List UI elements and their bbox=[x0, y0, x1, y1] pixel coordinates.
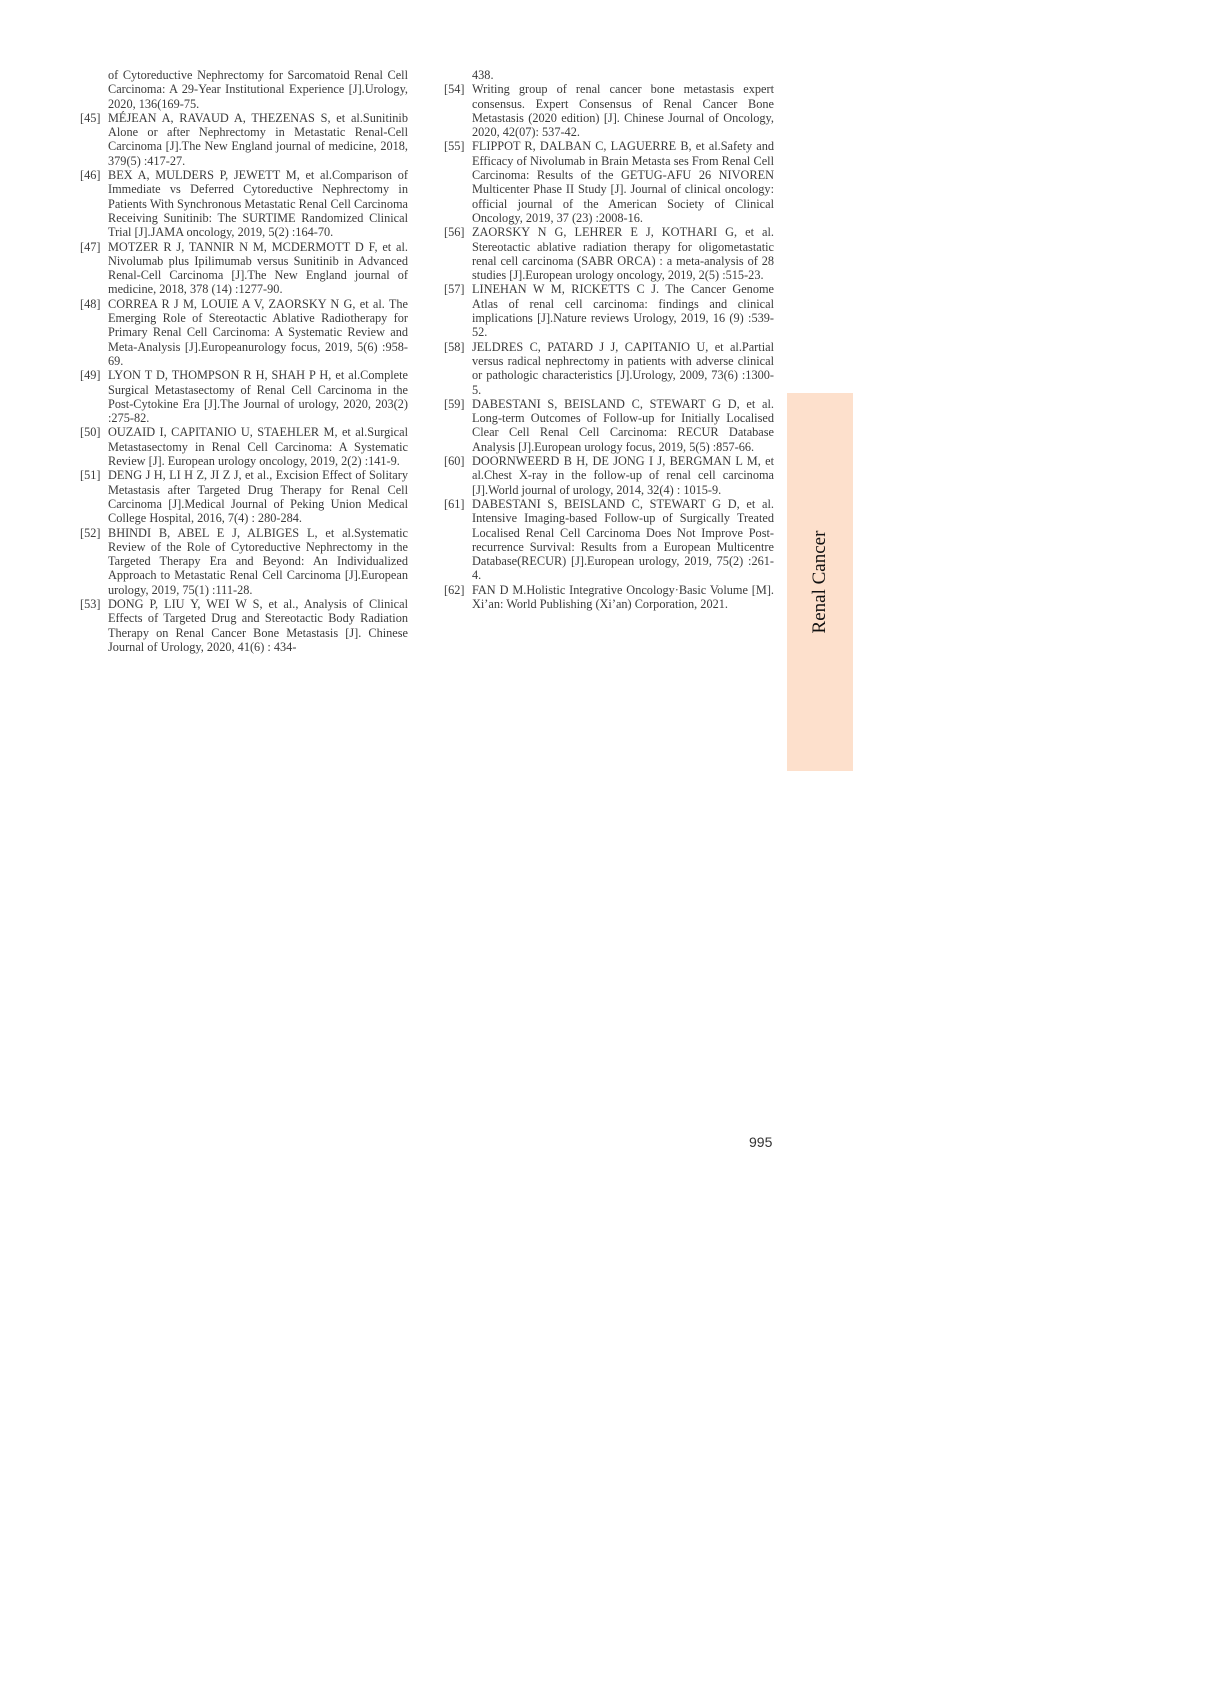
reference-entry-55 bbox=[444, 139, 774, 225]
reference-text: Writing group of renal cancer bone metastasis expert consensus. Expert Consensus of Renal Cancer Bone Metastasis (2020 edition) [J]. Chinese Journal of Oncology, 2020, 42(07): 537-42. bbox=[472, 82, 774, 140]
reference-number: [51] bbox=[80, 468, 101, 483]
reference-entry-46 bbox=[80, 168, 408, 239]
reference-number: [55] bbox=[444, 139, 465, 154]
reference-text: CORREA R J M, LOUIE A V, ZAORSKY N G, et al. The Emerging Role of Stereotactic Ablative Radiotherapy for Primary Renal Cell Carcinoma: A Systematic Review and Meta-Analysis [J].Europeanurology focus, 2019, 5(6) :958-69. bbox=[108, 296, 408, 368]
reference-text: JELDRES C, PATARD J J, CAPITANIO U, et al.Partial versus radical nephrectomy in patients with adverse clinical or pathologic characteristics [J].Urology, 2009, 73(6) :1300-5. bbox=[472, 339, 774, 397]
right-reference-column bbox=[444, 68, 774, 611]
reference-text: BHINDI B, ABEL E J, ALBIGES L, et al.Systematic Review of the Role of Cytoreductive Nephrectomy in the Targeted Therapy Era and Beyond: An Individualized Approach to Metastatic Renal Cell Carcinoma [J].European urology, 2019, 75(1) :111-28. bbox=[108, 525, 408, 597]
reference-entry-continued bbox=[80, 68, 408, 111]
reference-text: FAN D M.Holistic Integrative Oncology·Basic Volume [M]. Xi’an: World Publishing (Xi’an) Corporation, 2021. bbox=[472, 582, 774, 611]
reference-entry-62 bbox=[444, 583, 774, 612]
reference-text: DONG P, LIU Y, WEI W S, et al., Analysis of Clinical Effects of Targeted Drug and Stereotactic Body Radiation Therapy on Renal Cancer Bone Metastasis [J]. Chinese Journal of Urology, 2020, 41(6) : 434- bbox=[108, 596, 408, 654]
reference-entry-54 bbox=[444, 82, 774, 139]
reference-text: DOORNWEERD B H, DE JONG I J, BERGMAN L M, et al.Chest X-ray in the follow-up of renal cell carcinoma [J].World journal of urology, 2014, 32(4) : 1015-9. bbox=[472, 454, 774, 497]
reference-entry-48 bbox=[80, 297, 408, 368]
reference-text: LINEHAN W M, RICKETTS C J. The Cancer Genome Atlas of renal cell carcinoma: findings and clinical implications [J].Nature reviews Urology, 2019, 16 (9) :539-52. bbox=[472, 282, 774, 340]
reference-text: DABESTANI S, BEISLAND C, STEWART G D, et al. Long-term Outcomes of Follow-up for Initially Localised Clear Cell Renal Cell Carcinoma: RECUR Database Analysis [J].European urology focus, 2019, 5(5) :857-66. bbox=[472, 396, 774, 454]
reference-entry-58 bbox=[444, 340, 774, 397]
reference-text: FLIPPOT R, DALBAN C, LAGUERRE B, et al.Safety and Efficacy of Nivolumab in Brain Metasta ses From Renal Cell Carcinoma: Results of the GETUG-AFU 26 NIVOREN Multicenter Phase II Study [J]. Journal of clinical oncology: official journal of the American Society of Clinical Oncology, 2019, 37 (23) :2008-16. bbox=[472, 139, 774, 225]
reference-text: OUZAID I, CAPITANIO U, STAEHLER M, et al.Surgical Metastasectomy in Renal Cell Carcinoma: A Systematic Review [J]. European urology oncology, 2019, 2(2) :141-9. bbox=[108, 425, 408, 469]
reference-entry-59 bbox=[444, 397, 774, 454]
reference-number: [62] bbox=[444, 582, 465, 597]
reference-number: [52] bbox=[80, 525, 101, 540]
reference-entry-50 bbox=[80, 425, 408, 468]
reference-number: [45] bbox=[80, 110, 101, 125]
page-number: 995 bbox=[749, 1134, 773, 1150]
reference-entry-53 bbox=[80, 597, 408, 654]
reference-entry-45 bbox=[80, 111, 408, 168]
reference-entry-49 bbox=[80, 368, 408, 425]
reference-text: MÉJEAN A, RAVAUD A, THEZENAS S, et al.Sunitinib Alone or after Nephrectomy in Metastatic Renal-Cell Carcinoma [J].The New England journal of medicine, 2018, 379(5) :417-27. bbox=[108, 110, 408, 168]
reference-text: of Cytoreductive Nephrectomy for Sarcomatoid Renal Cell Carcinoma: A 29-Year Institutional Experience [J].Urology, 2020, 136(169-75. bbox=[108, 68, 408, 111]
reference-text: 438. bbox=[472, 68, 494, 82]
chapter-side-tab-label: Renal Cancer bbox=[809, 530, 830, 634]
reference-number: [48] bbox=[80, 296, 101, 311]
reference-number: [54] bbox=[444, 82, 465, 97]
reference-entry-57 bbox=[444, 282, 774, 339]
left-reference-column bbox=[80, 68, 408, 654]
reference-text: LYON T D, THOMPSON R H, SHAH P H, et al.Complete Surgical Metastasectomy of Renal Cell Carcinoma in the Post-Cytokine Era [J].The Journal of urology, 2020, 203(2) :275-82. bbox=[108, 368, 408, 426]
reference-text: DABESTANI S, BEISLAND C, STEWART G D, et al. Intensive Imaging-based Follow-up of Surgically Treated Localised Renal Cell Carcinoma Does Not Improve Post-recurrence Survival: Results from a European Multicentre Database(RECUR) [J].European urology, 2019, 75(2) :261-4. bbox=[472, 496, 774, 583]
reference-number: [58] bbox=[444, 339, 465, 354]
reference-text: MOTZER R J, TANNIR N M, MCDERMOTT D F, et al. Nivolumab plus Ipilimumab versus Sunitinib in Advanced Renal-Cell Carcinoma [J].The New England journal of medicine, 2018, 378 (14) :1277-90. bbox=[108, 239, 408, 297]
reference-number: [56] bbox=[444, 225, 465, 240]
reference-number: [47] bbox=[80, 239, 101, 254]
reference-entry-47 bbox=[80, 240, 408, 297]
reference-number: [50] bbox=[80, 425, 101, 440]
reference-entry-52 bbox=[80, 526, 408, 597]
reference-entry-continued bbox=[444, 68, 774, 82]
reference-number: [57] bbox=[444, 282, 465, 297]
reference-number: [49] bbox=[80, 368, 101, 383]
reference-entry-51 bbox=[80, 468, 408, 525]
chapter-side-tab bbox=[787, 393, 853, 771]
reference-entry-56 bbox=[444, 225, 774, 282]
reference-entry-61 bbox=[444, 497, 774, 583]
reference-text: BEX A, MULDERS P, JEWETT M, et al.Comparison of Immediate vs Deferred Cytoreductive Nephrectomy in Patients With Synchronous Metastatic Renal Cell Carcinoma Receiving Sunitinib: The SURTIME Randomized Clinical Trial [J].JAMA oncology, 2019, 5(2) :164-70. bbox=[108, 168, 408, 240]
reference-number: [61] bbox=[444, 496, 465, 511]
reference-number: [46] bbox=[80, 168, 101, 183]
reference-number: [60] bbox=[444, 454, 465, 469]
reference-text: DENG J H, LI H Z, JI Z J, et al., Excision Effect of Solitary Metastasis after Targeted Drug Therapy for Renal Cell Carcinoma [J].Medical Journal of Peking Union Medical College Hospital, 2016, 7(4) : 280-284. bbox=[108, 468, 408, 526]
reference-text: ZAORSKY N G, LEHRER E J, KOTHARI G, et al. Stereotactic ablative radiation therapy for oligometastatic renal cell carcinoma (SABR ORCA) : a meta-analysis of 28 studies [J].European urology oncology, 2019, 2(5) :515-23. bbox=[472, 225, 774, 283]
reference-number: [59] bbox=[444, 396, 465, 411]
reference-number: [53] bbox=[80, 596, 101, 611]
reference-entry-60 bbox=[444, 454, 774, 497]
